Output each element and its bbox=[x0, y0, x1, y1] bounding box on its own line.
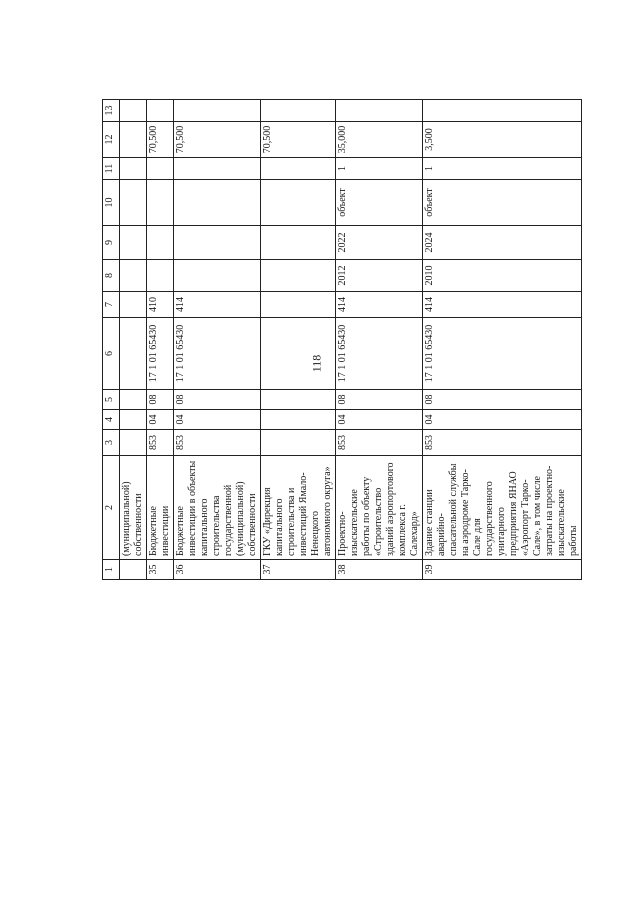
table-cell-c7 bbox=[261, 292, 336, 318]
table-cell-c10 bbox=[147, 180, 174, 226]
header-cell: 10 bbox=[103, 180, 120, 226]
table-cell-c6: 17 1 01 65430 bbox=[423, 318, 582, 390]
table-cell-c6 bbox=[120, 318, 147, 390]
table-cell-c11 bbox=[120, 158, 147, 180]
table-cell-c10 bbox=[120, 180, 147, 226]
table-cell-c4: 04 bbox=[174, 410, 261, 430]
header-cell: 7 bbox=[103, 292, 120, 318]
table-row bbox=[147, 100, 174, 580]
table-cell-c13 bbox=[147, 100, 174, 122]
table-row bbox=[174, 100, 261, 580]
table-cell-c3 bbox=[261, 430, 336, 456]
budget-table bbox=[102, 99, 582, 580]
table-row bbox=[261, 100, 336, 580]
header-cell: 5 bbox=[103, 390, 120, 410]
header-cell: 6 bbox=[103, 318, 120, 390]
table-cell-c9 bbox=[261, 226, 336, 260]
table-cell-c12: 3,500 bbox=[423, 122, 582, 158]
table-cell-c9 bbox=[147, 226, 174, 260]
table-cell-c13 bbox=[120, 100, 147, 122]
table-cell-c9 bbox=[120, 226, 147, 260]
table-cell-c7: 414 bbox=[423, 292, 582, 318]
table-cell-c5: 08 bbox=[423, 390, 582, 410]
header-cell: 4 bbox=[103, 410, 120, 430]
table-cell-c2: (муниципальной) собственности bbox=[120, 456, 147, 560]
table-cell-c9: 2022 bbox=[336, 226, 423, 260]
header-cell: 11 bbox=[103, 158, 120, 180]
table-header bbox=[103, 100, 120, 580]
header-cell: 9 bbox=[103, 226, 120, 260]
table-cell-c5 bbox=[261, 390, 336, 410]
table-cell-c1: 36 bbox=[174, 560, 261, 580]
table-cell-c7 bbox=[120, 292, 147, 318]
table-cell-c3: 853 bbox=[336, 430, 423, 456]
table-cell-c4 bbox=[120, 410, 147, 430]
table-cell-c1: 39 bbox=[423, 560, 582, 580]
table-cell-c1: 35 bbox=[147, 560, 174, 580]
table-row bbox=[336, 100, 423, 580]
table-cell-c4 bbox=[261, 410, 336, 430]
table-cell-c5 bbox=[120, 390, 147, 410]
table-cell-c11 bbox=[174, 158, 261, 180]
table-cell-c1: 37 bbox=[261, 560, 336, 580]
table-cell-c8 bbox=[261, 260, 336, 292]
header-cell: 2 bbox=[103, 456, 120, 560]
table-cell-c5: 08 bbox=[147, 390, 174, 410]
table-cell-c6: 17 1 01 65430 bbox=[336, 318, 423, 390]
table-cell-c11 bbox=[147, 158, 174, 180]
table-cell-c4: 04 bbox=[336, 410, 423, 430]
table-cell-c10 bbox=[174, 180, 261, 226]
table-cell-c2: ГКУ «Дирекция капитального строительства и инвестиций Ямало-Ненецкого автономного округа» bbox=[261, 456, 336, 560]
table-cell-c11: 1 bbox=[423, 158, 582, 180]
table-cell-c8 bbox=[147, 260, 174, 292]
table-cell-c2: Бюджетные инвестиции в объекты капитального строительства государственной (муниципальной) собственности bbox=[174, 456, 261, 560]
table-cell-c6 bbox=[261, 318, 336, 390]
table-cell-c1: 38 bbox=[336, 560, 423, 580]
header-cell: 12 bbox=[103, 122, 120, 158]
table-cell-c9: 2024 bbox=[423, 226, 582, 260]
table-cell-c4: 04 bbox=[423, 410, 582, 430]
table-cell-c3 bbox=[120, 430, 147, 456]
table-cell-c7: 414 bbox=[174, 292, 261, 318]
table-cell-c13 bbox=[423, 100, 582, 122]
rotated-table-page bbox=[102, 100, 579, 580]
table-cell-c6: 17 1 01 65430 bbox=[147, 318, 174, 390]
table-cell-c12: 70,500 bbox=[174, 122, 261, 158]
table-cell-c12 bbox=[120, 122, 147, 158]
table-cell-c11: 1 bbox=[336, 158, 423, 180]
table-cell-c3: 853 bbox=[423, 430, 582, 456]
table-cell-c3: 853 bbox=[147, 430, 174, 456]
table-cell-c12: 35,000 bbox=[336, 122, 423, 158]
page-number: 118 bbox=[309, 354, 324, 373]
table-cell-c2: Проектно-изыскательские работы по объекту «Строительство зданий аэропортового комплекса г. Салехард» bbox=[336, 456, 423, 560]
header-cell: 1 bbox=[103, 560, 120, 580]
header-cell: 13 bbox=[103, 100, 120, 122]
table-cell-c3: 853 bbox=[174, 430, 261, 456]
table-cell-c10: объект bbox=[423, 180, 582, 226]
table-cell-c12: 70,500 bbox=[147, 122, 174, 158]
table-cell-c10 bbox=[261, 180, 336, 226]
table-cell-c10: объект bbox=[336, 180, 423, 226]
table-cell-c5: 08 bbox=[174, 390, 261, 410]
table-cell-c13 bbox=[174, 100, 261, 122]
table-cell-c8 bbox=[120, 260, 147, 292]
table-cell-c6: 17 1 01 65430 bbox=[174, 318, 261, 390]
table-cell-c1 bbox=[120, 560, 147, 580]
table-cell-c13 bbox=[261, 100, 336, 122]
table-cell-c8: 2010 bbox=[423, 260, 582, 292]
table-body bbox=[120, 100, 582, 580]
header-cell: 8 bbox=[103, 260, 120, 292]
table-cell-c8: 2012 bbox=[336, 260, 423, 292]
header-cell: 3 bbox=[103, 430, 120, 456]
table-cell-c5: 08 bbox=[336, 390, 423, 410]
table-cell-c2: Бюджетные инвестиции bbox=[147, 456, 174, 560]
table-cell-c7: 410 bbox=[147, 292, 174, 318]
table-row bbox=[120, 100, 147, 580]
table-row bbox=[423, 100, 582, 580]
table-cell-c8 bbox=[174, 260, 261, 292]
table-cell-c2: Здание станции аварийно-спасательной службы на аэродроме Тарко-Сале для государственного унитарного предприятия ЯНАО «Аэропорт Тарко-Сале», в том числе затраты на проектно-изыскательские работы bbox=[423, 456, 582, 560]
table-cell-c13 bbox=[336, 100, 423, 122]
table-cell-c12: 70,500 bbox=[261, 122, 336, 158]
table-cell-c7: 414 bbox=[336, 292, 423, 318]
table-cell-c9 bbox=[174, 226, 261, 260]
table-cell-c4: 04 bbox=[147, 410, 174, 430]
table-cell-c11 bbox=[261, 158, 336, 180]
